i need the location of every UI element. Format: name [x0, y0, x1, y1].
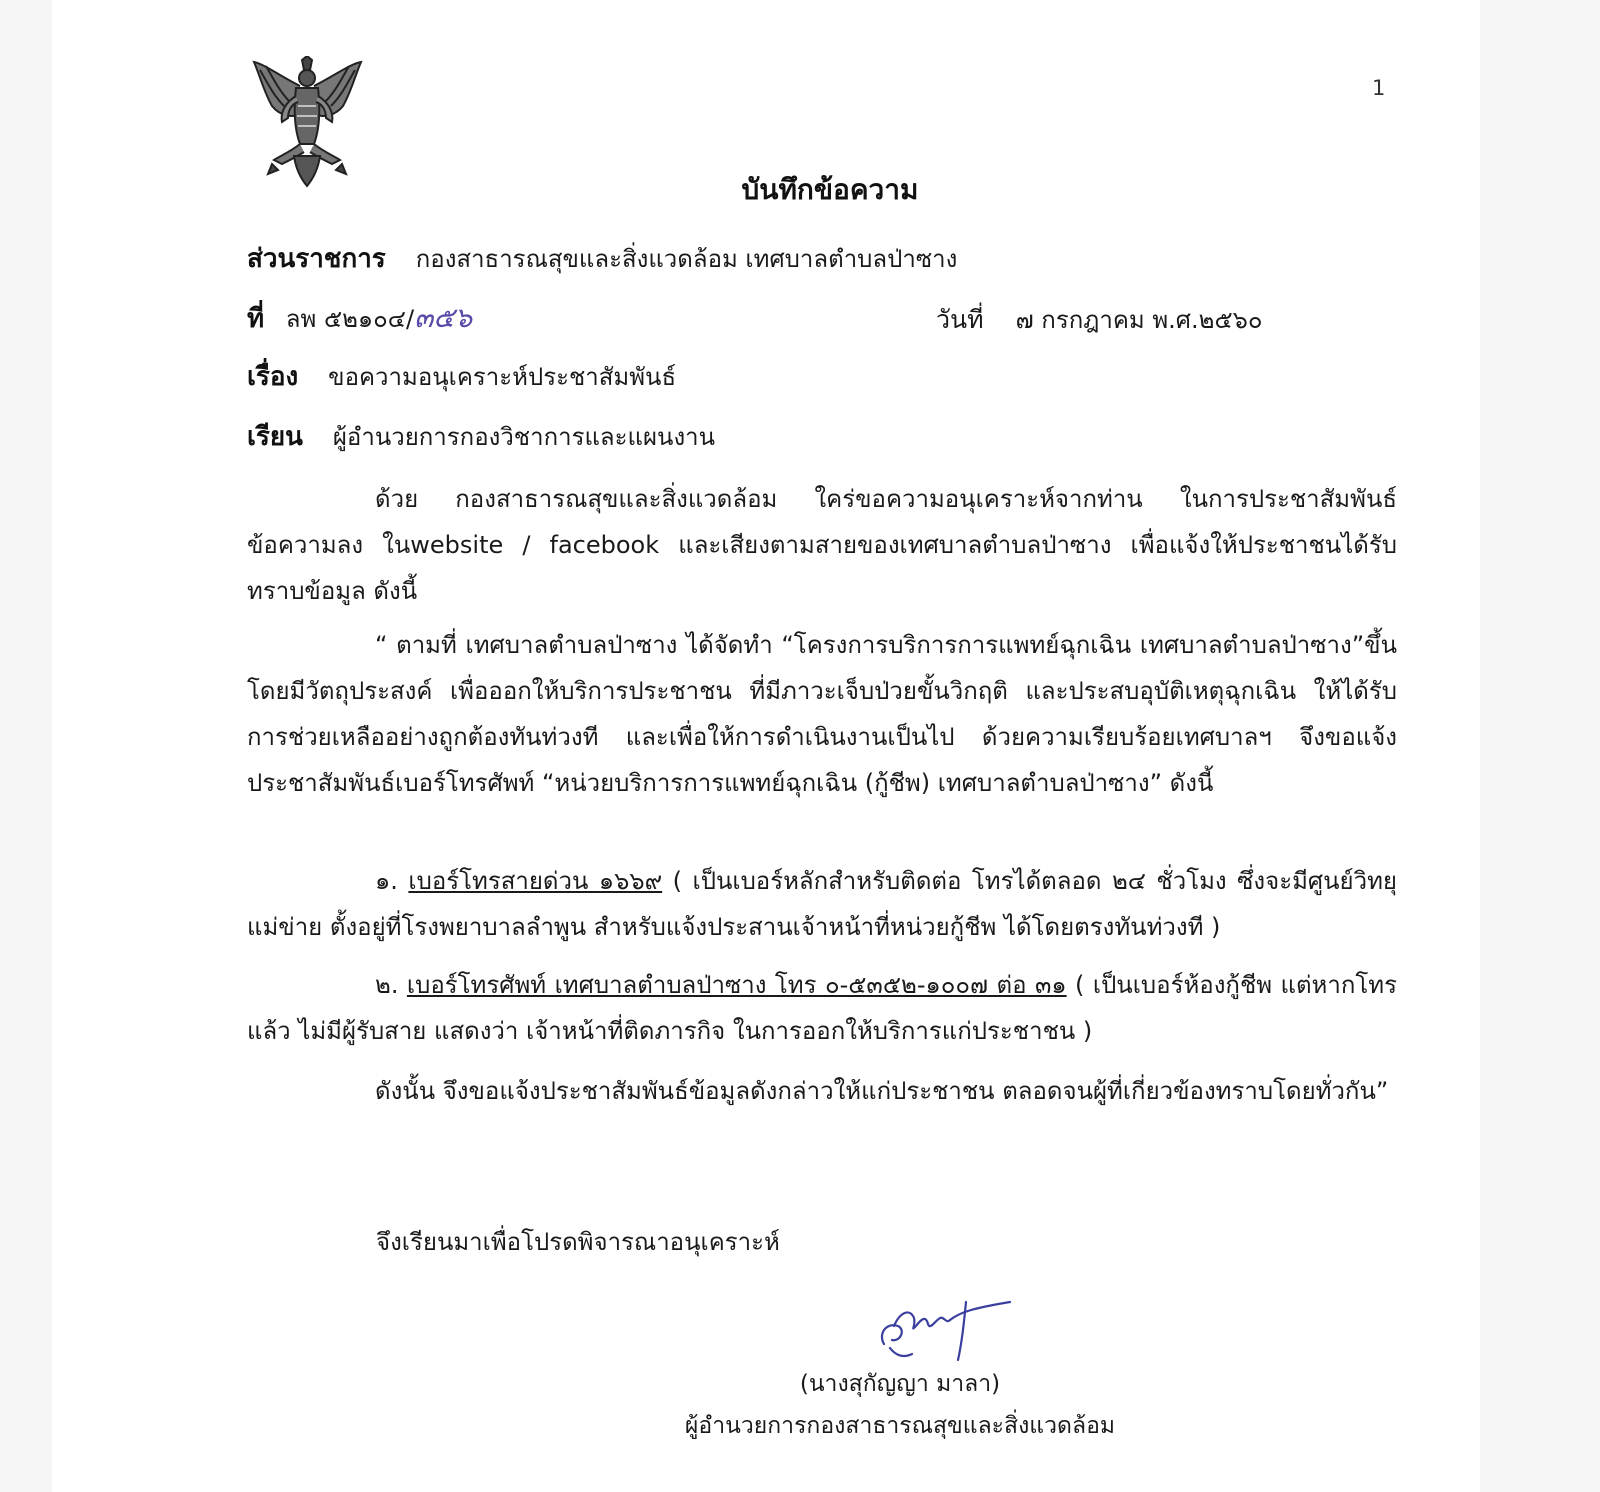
- page-number: 1: [1372, 76, 1386, 100]
- recipient-label: เรียน: [247, 422, 303, 452]
- hotline-item-title: เบอร์โทรสายด่วน ๑๖๖๙: [408, 867, 663, 895]
- office-phone-item-number: ๒.: [375, 971, 399, 999]
- reference-label: ที่: [247, 304, 265, 334]
- intro-paragraph: [247, 476, 1397, 614]
- office-phone-item-title: เบอร์โทรศัพท์ เทศบาลตำบลป่าซาง โทร ๐-๕๓๕๒-๑๐๐๗ ต่อ ๓๑: [406, 971, 1067, 999]
- reference-field: [247, 296, 472, 340]
- subject-value: ขอความอนุเคราะห์ประชาสัมพันธ์: [328, 363, 677, 391]
- recipient-field: [247, 416, 715, 457]
- agency-field: [247, 238, 957, 279]
- subject-label: เรื่อง: [247, 362, 299, 392]
- document-title: บันทึกข้อความ: [741, 173, 919, 206]
- signature-mark: [870, 1282, 1020, 1372]
- agency-label: ส่วนราชการ: [247, 244, 386, 274]
- subject-field: [247, 356, 676, 397]
- signer-title: ผู้อำนวยการกองสาธารณสุขและสิ่งแวดล้อม: [684, 1413, 1116, 1439]
- conclusion-text: ดังนั้น จึงขอแจ้งประชาสัมพันธ์ข้อมูลดังกล่าวให้แก่ประชาชน ตลอดจนผู้ที่เกี่ยวข้องทราบโดยทั่วกัน”: [375, 1077, 1389, 1105]
- office-phone-item-description: ( เป็นเบอร์ห้องกู้ชีพ แต่หากโทรแล้ว ไม่มีผู้รับสาย แสดงว่า เจ้าหน้าที่ติดภารกิจ ในการออกให้บริการแก่ประชาชน ): [247, 971, 1397, 1045]
- office-phone-item: [247, 962, 1397, 1054]
- announcement-text: “ ตามที่ เทศบาลตำบลป่าซาง ได้จัดทำ “โครงการบริการการแพทย์ฉุกเฉิน เทศบาลตำบลป่าซาง”ขึ้น โดยมีวัตถุประสงค์ เพื่อออกให้บริการประชาชน ที่มีภาวะเจ็บป่วยขั้นวิกฤติ และประสบอุบัติเหตุฉุกเฉิน ให้ได้รับการช่วยเหลืออย่างถูกต้องทันท่วงที และเพื่อให้การดำเนินงานเป็นไป ด้วยความเรียบร้อยเทศบาลฯ จึงขอแจ้งประชาสัมพันธ์เบอร์โทรศัพท์ “หน่วยบริการการแพทย์ฉุกเฉิน (กู้ชีพ) เทศบาลตำบลป่าซาง” ดังนี้: [247, 631, 1397, 797]
- recipient-value: ผู้อำนวยการกองวิชาการและแผนงาน: [332, 423, 716, 451]
- scan-margin-left: [0, 0, 52, 1492]
- reference-handwritten-number: ๓๕๖: [414, 301, 473, 334]
- hotline-item: [247, 858, 1397, 950]
- closing-line: จึงเรียนมาเพื่อโปรดพิจารณาอนุเคราะห์: [376, 1228, 780, 1256]
- hotline-item-description: ( เป็นเบอร์หลักสำหรับติดต่อ โทรได้ตลอด ๒๔ ชั่วโมง ซึ่งจะมีศูนย์วิทยุแม่ข่าย ตั้งอยู่ที่โรงพยาบาลลำพูน สำหรับแจ้งประสานเจ้าหน้าที่หน่วยกู้ชีพ ได้โดยตรงทันท่วงที ): [247, 867, 1397, 941]
- agency-value: กองสาธารณสุขและสิ่งแวดล้อม เทศบาลตำบลป่าซาง: [415, 245, 958, 273]
- signer-name: (นางสุกัญญา มาลา): [799, 1371, 1001, 1397]
- garuda-emblem-icon: [250, 56, 365, 188]
- announcement-paragraph: [247, 622, 1397, 806]
- date-field: [936, 300, 1263, 340]
- intro-text: ด้วย กองสาธารณสุขและสิ่งแวดล้อม ใคร่ขอความอนุเคราะห์จากท่าน ในการประชาสัมพันธ์ข้อความลง ในwebsite / facebook และเสียงตามสายของเทศบาลตำบลป่าซาง เพื่อแจ้งให้ประชาชนได้รับทราบข้อมูล ดังนี้: [247, 485, 1397, 605]
- hotline-item-number: ๑.: [375, 867, 398, 895]
- scan-margin-right: [1480, 0, 1600, 1492]
- conclusion-paragraph: [247, 1068, 1397, 1114]
- reference-number: ลพ ๕๒๑๐๔/: [285, 305, 415, 333]
- date-value: ๗ กรกฎาคม พ.ศ.๒๕๖๐: [1015, 306, 1263, 334]
- date-label: วันที่: [936, 305, 984, 334]
